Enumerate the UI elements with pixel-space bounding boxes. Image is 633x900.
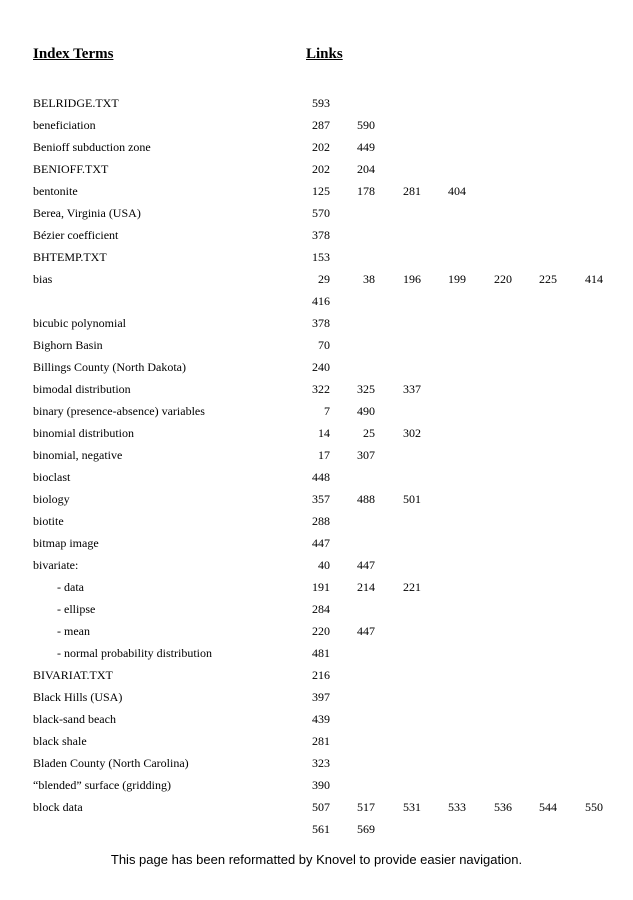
- index-term: bitmap image: [33, 536, 99, 550]
- index-entry: [0, 488, 633, 510]
- page-link[interactable]: 550: [585, 800, 603, 814]
- page-link[interactable]: 220: [494, 272, 512, 286]
- index-term: Berea, Virginia (USA): [33, 206, 141, 220]
- index-term: Billings County (North Dakota): [33, 360, 186, 374]
- index-entry: [0, 752, 633, 774]
- page-link[interactable]: 216: [312, 668, 330, 682]
- index-term: BENIOFF.TXT: [33, 162, 109, 176]
- page-link[interactable]: 517: [357, 800, 375, 814]
- index-entry: [0, 356, 633, 378]
- index-term: Bézier coefficient: [33, 228, 119, 242]
- page-link[interactable]: 40: [318, 558, 330, 572]
- index-term: bicubic polynomial: [33, 316, 126, 330]
- index-term: Bladen County (North Carolina): [33, 756, 189, 770]
- page-link[interactable]: 29: [318, 272, 330, 286]
- index-entry: [0, 92, 633, 114]
- index-term: bias: [33, 272, 53, 286]
- index-term: BIVARIAT.TXT: [33, 668, 113, 682]
- page-link[interactable]: 570: [312, 206, 330, 220]
- index-entry: [0, 510, 633, 532]
- page-link[interactable]: 281: [403, 184, 421, 198]
- page-link[interactable]: 357: [312, 492, 330, 506]
- index-entry: [0, 268, 633, 290]
- index-term: Benioff subduction zone: [33, 140, 151, 154]
- page-link[interactable]: 488: [357, 492, 375, 506]
- index-entry: [0, 466, 633, 488]
- page-link[interactable]: 70: [318, 338, 330, 352]
- page-link[interactable]: 287: [312, 118, 330, 132]
- page-link[interactable]: 390: [312, 778, 330, 792]
- index-entry: [0, 554, 633, 576]
- page-link[interactable]: 447: [312, 536, 330, 550]
- index-entry: [0, 114, 633, 136]
- page-link[interactable]: 490: [357, 404, 375, 418]
- index-entry: [0, 598, 633, 620]
- page-link[interactable]: 414: [585, 272, 603, 286]
- index-term: biology: [33, 492, 70, 506]
- index-subterm: - normal probability distribution: [57, 646, 212, 660]
- page-link[interactable]: 14: [318, 426, 330, 440]
- page-link[interactable]: 507: [312, 800, 330, 814]
- index-entry: [0, 642, 633, 664]
- index-term: bivariate:: [33, 558, 79, 572]
- index-entry: [0, 136, 633, 158]
- index-term: black-sand beach: [33, 712, 116, 726]
- page-link[interactable]: 7: [324, 404, 330, 418]
- index-entry: [0, 400, 633, 422]
- page-link[interactable]: 501: [403, 492, 421, 506]
- index-entry: [0, 576, 633, 598]
- page-link[interactable]: 220: [312, 624, 330, 638]
- index-entry: [0, 664, 633, 686]
- index-term: binomial, negative: [33, 448, 123, 462]
- index-entry: [0, 532, 633, 554]
- links-header: Links: [306, 46, 343, 62]
- index-term: bentonite: [33, 184, 78, 198]
- index-term: “blended” surface (gridding): [33, 778, 171, 792]
- index-entry: [0, 334, 633, 356]
- page-link[interactable]: 337: [403, 382, 421, 396]
- page-link[interactable]: 593: [312, 96, 330, 110]
- index-term: black shale: [33, 734, 87, 748]
- page-link[interactable]: 481: [312, 646, 330, 660]
- index-entry: [0, 796, 633, 818]
- page-link[interactable]: 202: [312, 140, 330, 154]
- index-entry: [0, 422, 633, 444]
- index-term: bioclast: [33, 470, 71, 484]
- page-link[interactable]: 569: [357, 822, 375, 836]
- page-link[interactable]: 447: [357, 624, 375, 638]
- page-link[interactable]: 288: [312, 514, 330, 528]
- index-term: beneficiation: [33, 118, 96, 132]
- page-link[interactable]: 590: [357, 118, 375, 132]
- page-link[interactable]: 447: [357, 558, 375, 572]
- page-link[interactable]: 448: [312, 470, 330, 484]
- page-link[interactable]: 378: [312, 228, 330, 242]
- index-entry: [0, 290, 633, 312]
- page-link[interactable]: 202: [312, 162, 330, 176]
- index-entry: [0, 180, 633, 202]
- page-link[interactable]: 449: [357, 140, 375, 154]
- index-term: BHTEMP.TXT: [33, 250, 107, 264]
- index-entry: [0, 378, 633, 400]
- page-link[interactable]: 397: [312, 690, 330, 704]
- index-term: bimodal distribution: [33, 382, 131, 396]
- index-entry: [0, 224, 633, 246]
- page-link[interactable]: 531: [403, 800, 421, 814]
- page-link[interactable]: 178: [357, 184, 375, 198]
- page-link[interactable]: 323: [312, 756, 330, 770]
- index-subterm: - data: [57, 580, 84, 594]
- page-link[interactable]: 439: [312, 712, 330, 726]
- page-link[interactable]: 284: [312, 602, 330, 616]
- index-term: binary (presence-absence) variables: [33, 404, 205, 418]
- index-term: Black Hills (USA): [33, 690, 123, 704]
- page-link[interactable]: 199: [448, 272, 466, 286]
- index-term: binomial distribution: [33, 426, 134, 440]
- page-link[interactable]: 38: [363, 272, 375, 286]
- page-link[interactable]: 325: [357, 382, 375, 396]
- footer-note: This page has been reformatted by Knovel to provide easier navigation.: [110, 852, 523, 867]
- page-link[interactable]: 536: [494, 800, 512, 814]
- page-link[interactable]: 225: [539, 272, 557, 286]
- page-link[interactable]: 191: [312, 580, 330, 594]
- page-link[interactable]: 125: [312, 184, 330, 198]
- index-entries: [0, 92, 633, 840]
- index-entry: [0, 774, 633, 796]
- index-term: biotite: [33, 514, 64, 528]
- page-link[interactable]: 544: [539, 800, 557, 814]
- page-link[interactable]: 153: [312, 250, 330, 264]
- page-link[interactable]: 221: [403, 580, 421, 594]
- page-link[interactable]: 281: [312, 734, 330, 748]
- index-entry: [0, 246, 633, 268]
- page-link[interactable]: 533: [448, 800, 466, 814]
- page-link[interactable]: 17: [318, 448, 330, 462]
- index-term: block data: [33, 800, 83, 814]
- index-entry: [0, 686, 633, 708]
- page-link[interactable]: 25: [363, 426, 375, 440]
- page-link[interactable]: 307: [357, 448, 375, 462]
- index-entry: [0, 202, 633, 224]
- index-term: Bighorn Basin: [33, 338, 103, 352]
- index-entry: [0, 158, 633, 180]
- index-entry: [0, 818, 633, 840]
- page-link[interactable]: 322: [312, 382, 330, 396]
- index-entry: [0, 708, 633, 730]
- page-link[interactable]: 204: [357, 162, 375, 176]
- page-link[interactable]: 416: [312, 294, 330, 308]
- index-terms-header: Index Terms: [33, 46, 114, 62]
- index-subterm: - ellipse: [57, 602, 96, 616]
- page-link[interactable]: 378: [312, 316, 330, 330]
- page-link[interactable]: 561: [312, 822, 330, 836]
- page-link[interactable]: 302: [403, 426, 421, 440]
- index-entry: [0, 730, 633, 752]
- page-link[interactable]: 404: [448, 184, 466, 198]
- page-link[interactable]: 214: [357, 580, 375, 594]
- page-link[interactable]: 240: [312, 360, 330, 374]
- index-entry: [0, 312, 633, 334]
- page-link[interactable]: 196: [403, 272, 421, 286]
- index-entry: [0, 620, 633, 642]
- index-term: BELRIDGE.TXT: [33, 96, 119, 110]
- index-entry: [0, 444, 633, 466]
- index-subterm: - mean: [57, 624, 90, 638]
